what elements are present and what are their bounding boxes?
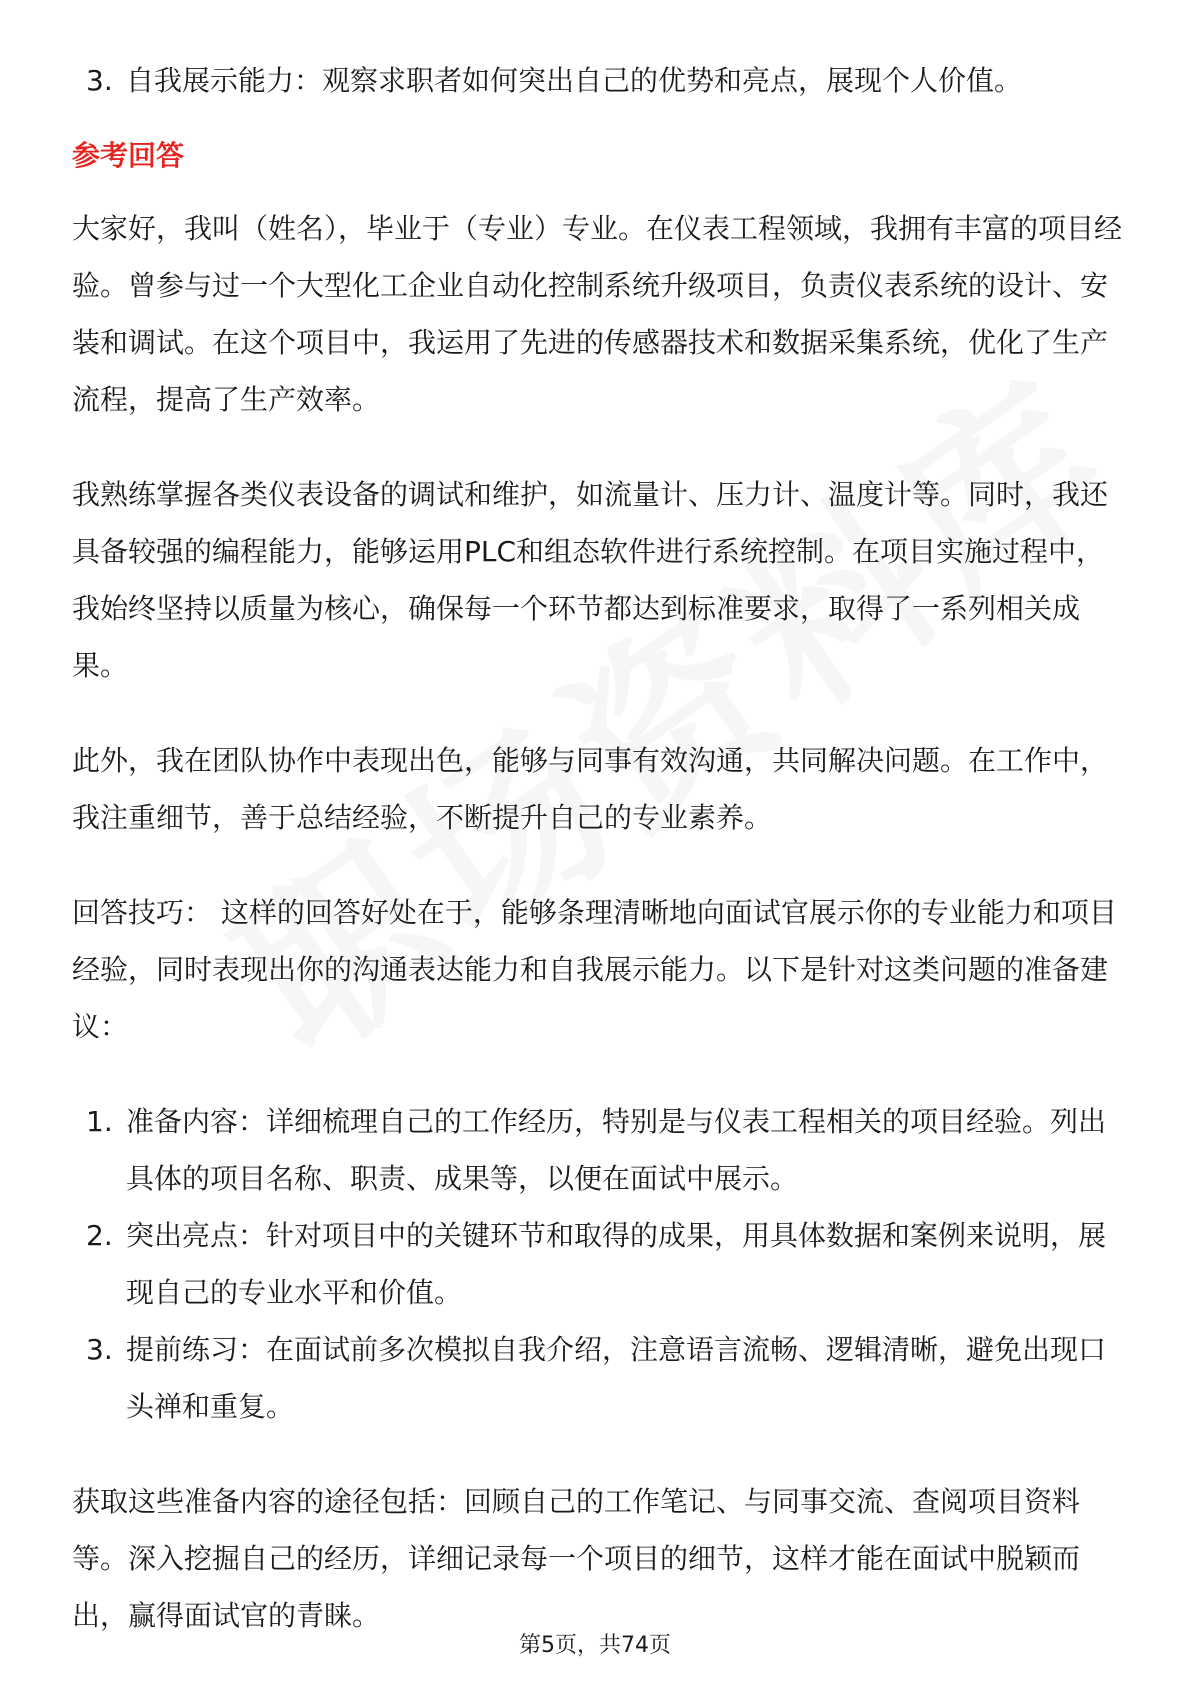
list-number: 2. [86, 1219, 113, 1252]
page-content [72, 52, 1132, 1644]
list-text: 提前练习：在面试前多次模拟自我介绍，注意语言流畅、逻辑清晰，避免出现口头禅和重复。 [126, 1333, 1107, 1423]
answer-paragraph: 我熟练掌握各类仪表设备的调试和维护，如流量计、压力计、温度计等。同时，我还具备较强的编程能力，能够运用PLC和组态软件进行系统控制。在项目实施过程中，我始终坚持以质量为核心，确保每一个环节都达到标准要求，取得了一系列相关成果。 [72, 478, 1109, 682]
list-item [72, 1207, 1132, 1321]
list-text: 自我展示能力：观察求职者如何突出自己的优势和亮点，展现个人价值。 [126, 64, 1023, 97]
page-number-footer: 第5页，共74页 [519, 1633, 671, 1658]
list-item [72, 1093, 1132, 1207]
preparation-tips-list [72, 1093, 1132, 1435]
list-item [72, 52, 1132, 109]
answer-paragraph: 大家好，我叫（姓名），毕业于（专业）专业。在仪表工程领域，我拥有丰富的项目经验。曾参与过一个大型化工企业自动化控制系统升级项目，负责仪表系统的设计、安装和调试。在这个项目中，我运用了先进的传感器技术和数据采集系统，优化了生产流程，提高了生产效率。 [72, 212, 1123, 416]
reference-answer-heading: 参考回答 [72, 139, 185, 172]
answer-paragraph: 此外，我在团队协作中表现出色，能够与同事有效沟通，共同解决问题。在工作中，我注重细节，善于总结经验，不断提升自己的专业素养。 [72, 744, 1109, 834]
list-number: 1. [86, 1105, 113, 1138]
list-number: 3. [86, 1333, 113, 1366]
list-text: 突出亮点：针对项目中的关键环节和取得的成果，用具体数据和案例来说明，展现自己的专业水平和价值。 [126, 1219, 1107, 1309]
list-item [72, 1321, 1132, 1435]
list-text: 准备内容：详细梳理自己的工作经历，特别是与仪表工程相关的项目经验。列出具体的项目名称、职责、成果等，以便在面试中展示。 [126, 1105, 1107, 1195]
closing-paragraph: 获取这些准备内容的途径包括：回顾自己的工作笔记、与同事交流、查阅项目资料等。深入挖掘自己的经历，详细记录每一个项目的细节，这样才能在面试中脱颖而出，赢得面试官的青睐。 [72, 1485, 1081, 1632]
list-number: 3. [86, 64, 113, 97]
answer-tips-paragraph: 回答技巧： 这样的回答好处在于，能够条理清晰地向面试官展示你的专业能力和项目经验，同时表现出你的沟通表达能力和自我展示能力。以下是针对这类问题的准备建议： [72, 896, 1117, 1043]
evaluation-list [72, 52, 1132, 109]
